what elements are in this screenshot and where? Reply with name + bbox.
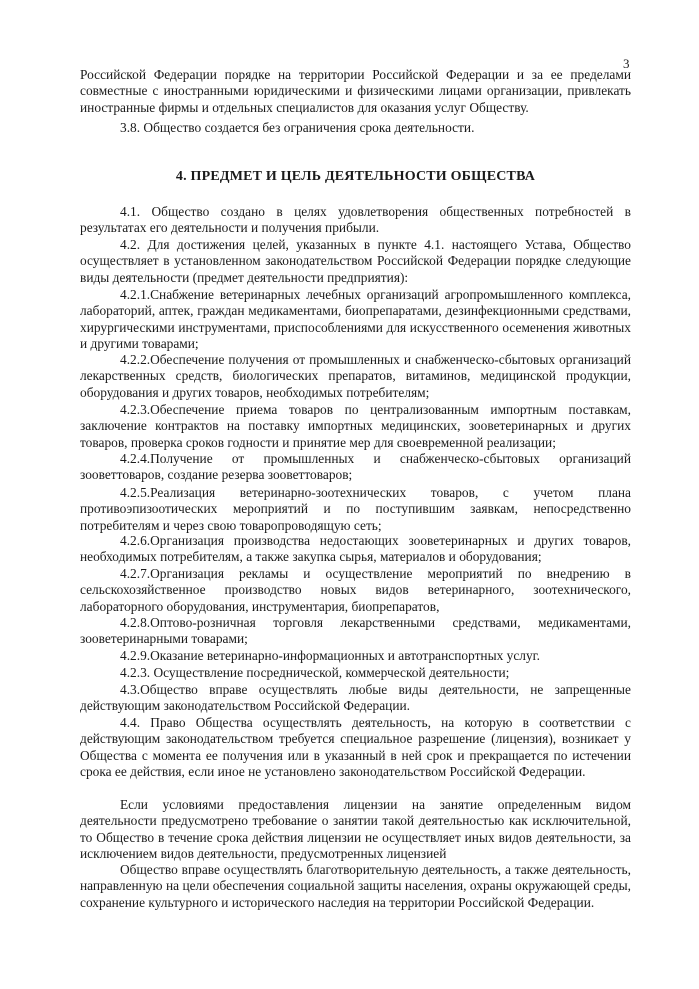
paragraph-4-2-8: 4.2.8.Оптово-розничная торговля лекарственными средствами, медикаментами, зооветеринарными товарами; [80, 615, 631, 647]
paragraph-4-2-9: 4.2.9.Оказание ветеринарно-информационных и автотранспортных услуг. [120, 648, 540, 663]
section-heading: 4. ПРЕДМЕТ И ЦЕЛЬ ДЕЯТЕЛЬНОСТИ ОБЩЕСТВА [175, 169, 536, 184]
paragraph-4-2-6: 4.2.6.Организация производства недостающих зооветеринарных и других товаров, необходимых потребителям, а также закупка сырья, материалов и оборудования; [80, 533, 631, 565]
paragraph-4-2-2: 4.2.2.Обеспечение получения от промышленных и снабженческо-сбытовых организаций лекарственных средств, биологических препаратов, витаминов, медицинской продукции, оборудования и других товаров, необходимых потребителям; [80, 352, 631, 400]
page-number: 3 [623, 56, 630, 71]
paragraph-4-2-3: 4.2.3.Обеспечение приема товаров по централизованным импортным поставкам, заключение контрактов на поставку импортных медицинских, зооветеринарных и других товаров, проверка сроков годности и принятие мер для своевременной реализации; [80, 402, 631, 450]
paragraph-4-1: 4.1. Общество создано в целях удовлетворения общественных потребностей в результатах его деятельности и получения прибыли. [80, 204, 631, 236]
paragraph-3-8: 3.8. Общество создается без ограничения срока деятельности. [120, 120, 475, 135]
paragraph-4-2-1: 4.2.1.Снабжение ветеринарных лечебных организаций агропромышленного комплекса, лабораторий, аптек, граждан медикаментами, биопрепаратами, дезинфекционными средствами, хирургическими инструментами, приспособлениями для искусственного осеменения животных и другими товарами; [80, 287, 631, 352]
paragraph-charity: Общество вправе осуществлять благотворительную деятельность, а также деятельность, направленную на цели обеспечения социальной защиты населения, охраны окружающей среды, сохранение культурного и исторического наследия на территории Российской Федерации. [80, 862, 631, 910]
paragraph-4-2-3-commercial: 4.2.3. Осуществление посреднической, коммерческой деятельности; [120, 665, 510, 680]
paragraph-4-2-4: 4.2.4.Получение от промышленных и снабженческо-сбытовых организаций зооветтоваров, создание резерва зооветтоваров; [80, 451, 631, 483]
paragraph-license: Если условиями предоставления лицензии на занятие определенным видом деятельности предусмотрено требование о занятии такой деятельностью как исключительной, то Общество в течение срока действия лицензии не осуществляет иных видов деятельности, за исключением видов деятельности, предусмотренных лицензией [80, 797, 631, 862]
paragraph-4-2-5: 4.2.5.Реализация ветеринарно-зоотехнических товаров, с учетом плана противоэпизоотических мероприятий и по поступившим заявкам, непосредственно потребителям и через свою товаропроводящую сеть; [80, 485, 631, 533]
paragraph-4-3: 4.3.Общество вправе осуществлять любые виды деятельности, не запрещенные действующим законодательством Российской Федерации. [80, 682, 631, 714]
paragraph-continuation: Российской Федерации порядке на территории Российской Федерации и за ее пределами совместные с иностранными юридическими и физическими лицами организации, привлекать иностранные фирмы и отдельных специалистов для оказания услуг Обществу. [80, 67, 631, 115]
paragraph-4-2-7: 4.2.7.Организация рекламы и осуществление мероприятий по внедрению в сельскохозяйственное производство новых видов ветеринарного, зоотехнического, лабораторного оборудования, инструментария, биопрепаратов, [80, 566, 631, 614]
paragraph-4-4: 4.4. Право Общества осуществлять деятельность, на которую в соответствии с действующим законодательством требуется специальное разрешение (лицензия), возникает у Общества с момента ее получения или в указанный в ней срок и прекращается по истечении срока ее действия, если иное не установлено законодательством Российской Федерации. [80, 715, 631, 780]
paragraph-4-2: 4.2. Для достижения целей, указанных в пункте 4.1. настоящего Устава, Общество осуществляет в установленном законодательством Российской Федерации порядке следующие виды деятельности (предмет деятельности предприятия): [80, 237, 631, 285]
